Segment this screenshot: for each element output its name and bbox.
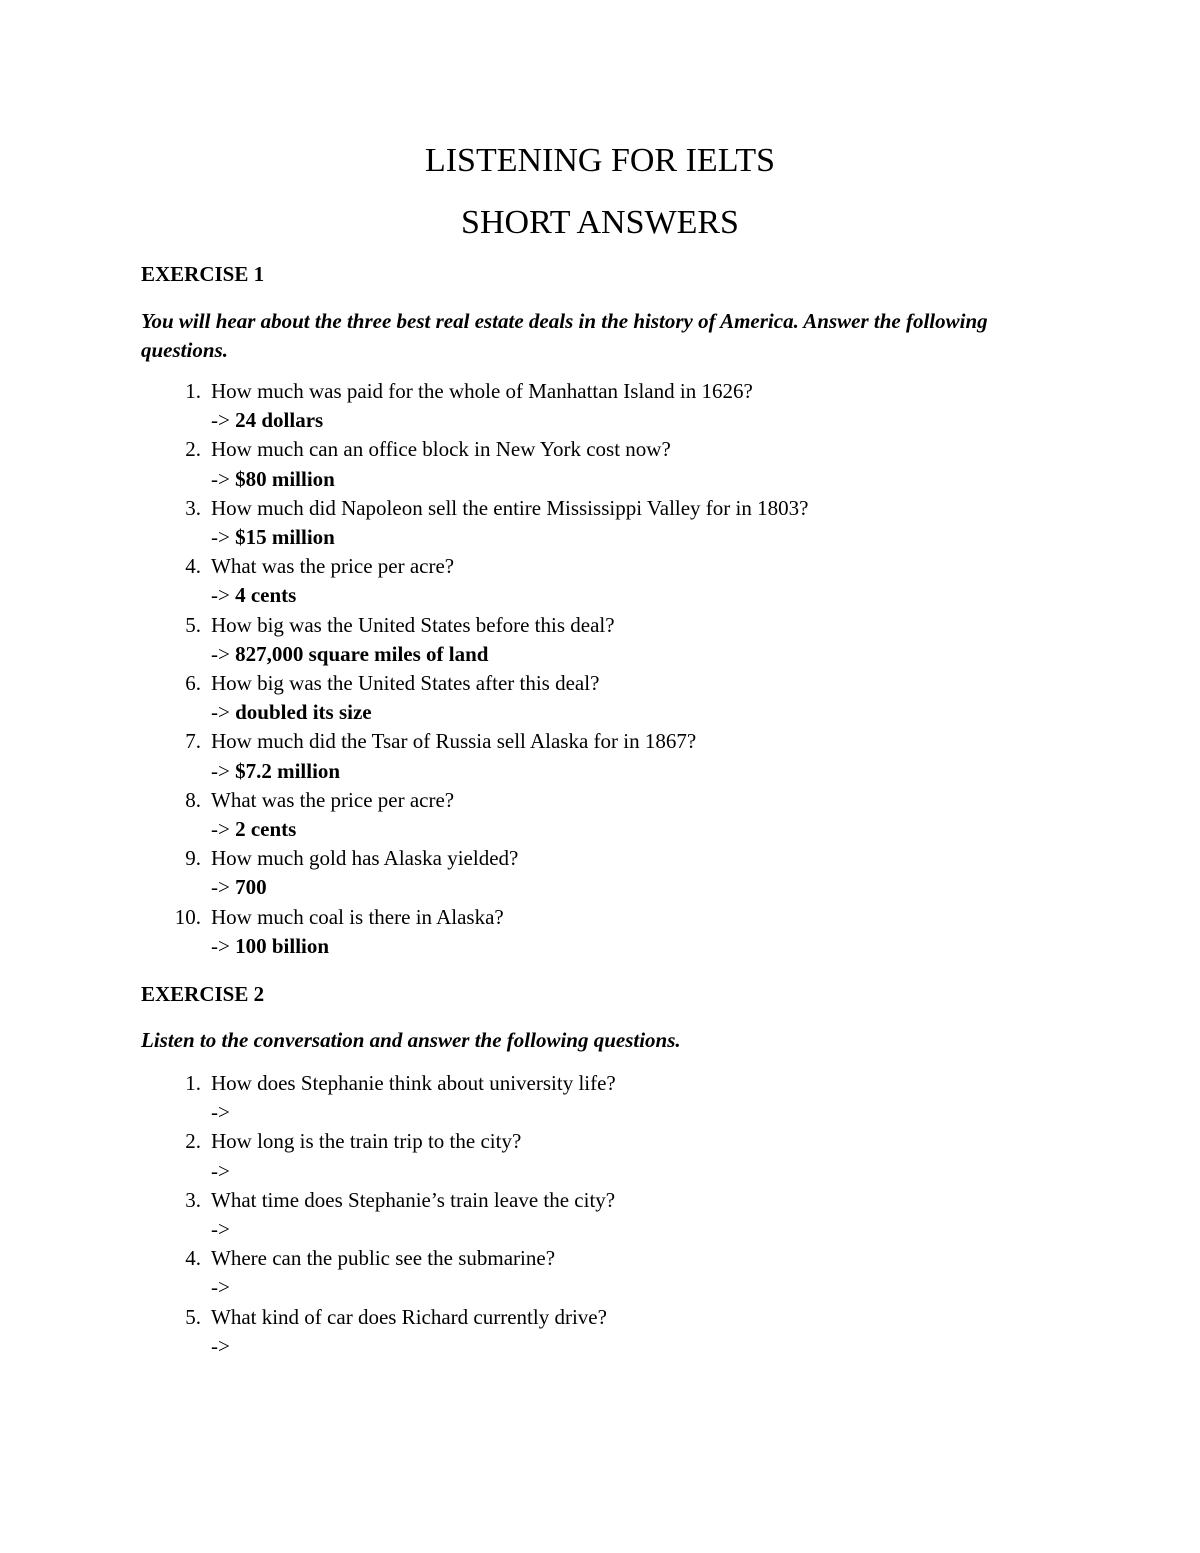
- answer-arrow: ->: [211, 583, 236, 608]
- answer-line: [211, 1157, 1021, 1186]
- answer-value: 4 cents: [235, 583, 297, 608]
- question-text: What was the price per acre?: [211, 554, 455, 579]
- answer-line: [211, 523, 1021, 552]
- answer-line: [211, 640, 1021, 669]
- question-item: [141, 844, 1021, 902]
- question-text: How long is the train trip to the city?: [211, 1129, 522, 1154]
- answer-value: 827,000 square miles of land: [235, 641, 489, 666]
- document-subtitle: SHORT ANSWERS: [461, 204, 739, 241]
- question-item: [141, 786, 1021, 844]
- answer-line: [211, 1273, 1021, 1302]
- question-text: How much coal is there in Alaska?: [211, 904, 504, 929]
- answer-arrow: ->: [211, 1100, 230, 1125]
- answer-value: 100 billion: [235, 933, 330, 958]
- exercise-2-question-list: [141, 1069, 1021, 1361]
- question-item: [141, 727, 1021, 785]
- answer-line: [211, 1215, 1021, 1244]
- answer-arrow: ->: [211, 525, 236, 550]
- question-text: How much can an office block in New York cost now?: [211, 437, 671, 462]
- answer-arrow: ->: [211, 466, 236, 491]
- answer-line: [211, 581, 1021, 610]
- question-text: What time does Stephanie’s train leave the city?: [211, 1187, 616, 1212]
- answer-value: $15 million: [235, 525, 335, 550]
- question-number: 6.: [185, 671, 201, 696]
- question-text: Where can the public see the submarine?: [211, 1246, 556, 1271]
- question-number: 7.: [185, 729, 201, 754]
- question-text: How much did Napoleon sell the entire Mississippi Valley for in 1803?: [211, 495, 809, 520]
- answer-line: [211, 932, 1021, 961]
- answer-arrow: ->: [211, 817, 236, 842]
- answer-value: 2 cents: [235, 817, 297, 842]
- answer-arrow: ->: [211, 408, 236, 433]
- answer-arrow: ->: [211, 1333, 230, 1358]
- question-item: [141, 1244, 1021, 1302]
- answer-arrow: ->: [211, 1275, 230, 1300]
- question-item: [141, 494, 1021, 552]
- answer-line: [211, 757, 1021, 786]
- answer-line: [211, 873, 1021, 902]
- exercise-2-heading: EXERCISE 2: [141, 982, 265, 1006]
- answer-arrow: ->: [211, 1217, 230, 1242]
- exercise-2-instruction: Listen to the conversation and answer the following questions.: [141, 1028, 681, 1052]
- exercise-1-section: [141, 260, 1021, 961]
- question-item: [141, 1303, 1021, 1361]
- exercise-1-heading: EXERCISE 1: [141, 262, 265, 286]
- question-number: 4.: [185, 1246, 201, 1271]
- question-number: 5.: [185, 612, 201, 637]
- question-text: How much gold has Alaska yielded?: [211, 846, 519, 871]
- answer-arrow: ->: [211, 641, 236, 666]
- question-number: 4.: [185, 554, 201, 579]
- question-item: [141, 903, 1021, 961]
- answer-arrow: ->: [211, 700, 236, 725]
- question-text: How big was the United States after this deal?: [211, 671, 600, 696]
- question-number: 9.: [185, 846, 201, 871]
- document-title: LISTENING FOR IELTS: [424, 142, 776, 179]
- exercise-2-section: [141, 980, 1021, 1361]
- question-item: [141, 611, 1021, 669]
- answer-value: $7.2 million: [235, 758, 341, 783]
- question-item: [141, 435, 1021, 493]
- question-text: What kind of car does Richard currently drive?: [211, 1304, 607, 1329]
- answer-value: doubled its size: [235, 700, 372, 725]
- question-item: [141, 669, 1021, 727]
- question-text: How does Stephanie think about university life?: [211, 1071, 616, 1095]
- question-number: 2.: [185, 437, 201, 462]
- answer-arrow: ->: [211, 933, 236, 958]
- answer-line: [211, 1332, 1021, 1361]
- exercise-1-question-list: [141, 377, 1021, 961]
- question-item: [141, 377, 1021, 435]
- question-text: How much was paid for the whole of Manhattan Island in 1626?: [211, 379, 753, 403]
- answer-line: [211, 1098, 1021, 1127]
- question-number: 1.: [185, 379, 201, 403]
- answer-arrow: ->: [211, 758, 236, 783]
- question-text: How much did the Tsar of Russia sell Alaska for in 1867?: [211, 729, 697, 754]
- question-text: How big was the United States before this deal?: [211, 612, 615, 637]
- question-number: 5.: [185, 1304, 201, 1329]
- question-number: 3.: [185, 495, 201, 520]
- question-number: 1.: [185, 1071, 201, 1095]
- answer-value: 700: [235, 875, 267, 900]
- answer-line: [211, 698, 1021, 727]
- question-number: 2.: [185, 1129, 201, 1154]
- answer-arrow: ->: [211, 1158, 230, 1183]
- question-item: [141, 1186, 1021, 1244]
- question-item: [141, 552, 1021, 610]
- answer-arrow: ->: [211, 875, 236, 900]
- question-item: [141, 1127, 1021, 1185]
- exercise-1-instruction: You will hear about the three best real estate deals in the history of America. Answer the following questions.: [141, 309, 988, 362]
- answer-line: [211, 406, 1021, 435]
- answer-value: $80 million: [235, 466, 335, 491]
- question-number: 3.: [185, 1187, 201, 1212]
- question-text: What was the price per acre?: [211, 787, 455, 812]
- answer-value: 24 dollars: [235, 408, 324, 433]
- answer-line: [211, 815, 1021, 844]
- question-number: 10.: [174, 904, 201, 929]
- question-number: 8.: [185, 787, 201, 812]
- answer-line: [211, 465, 1021, 494]
- question-item: [141, 1069, 1021, 1127]
